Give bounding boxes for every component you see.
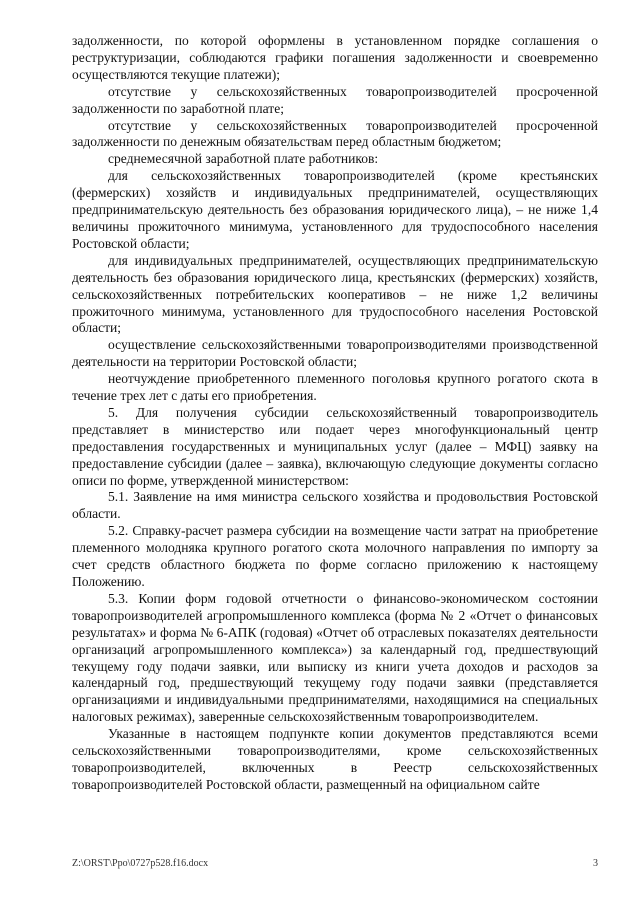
paragraph-5: для сельскохозяйственных товаропроизводителей (кроме крестьянских (фермерских) хозяйств и индивидуальных предпринимателей, осуществляющих предпринимательскую деятельность без образования юридического лица), – не ниже 1,4 величины прожиточного минимума, установленного для трудоспособного населения Ростовской области; <box>72 168 598 251</box>
paragraph-4: среднемесячной заработной плате работников: <box>108 151 379 167</box>
paragraph-3: отсутствие у сельскохозяйственных товаропроизводителей просроченной задолженности по денежным обязательствам перед областным бюджетом; <box>72 117 598 150</box>
paragraph-6: для индивидуальных предпринимателей, осуществляющих предпринимательскую деятельность без образования юридического лица, крестьянских (фермерских) хозяйств, сельскохозяйственных потребительских кооперативов – не ниже 1,2 величины прожиточного минимума, установленного для трудоспособного населения Ростовской области; <box>72 252 598 336</box>
paragraph-9: 5. Для получения субсидии сельскохозяйственный товаропроизводитель представляет в министерство или подает через многофункциональный центр предоставления государственных и муниципальных услуг (далее – МФЦ) заявку на предоставление субсидии (далее – заявка), включающую следующие документы согласно описи по форме, утвержденной министерством: <box>72 404 598 488</box>
paragraph-11: 5.2. Справку-расчет размера субсидии на возмещение части затрат на приобретение племенного молодняка крупного рогатого скота молочного направления по импорту за счет средств областного бюджета по форме согласно приложению к настоящему Положению. <box>72 523 598 589</box>
paragraph-8: неотчуждение приобретенного племенного поголовья крупного рогатого скота в течение трех лет с даты его приобретения. <box>72 371 598 404</box>
file-path: Z:\ORST\Ppo\0727p528.f16.docx <box>72 858 209 869</box>
page-number: 3 <box>593 858 598 869</box>
paragraph-10: 5.1. Заявление на имя министра сельского хозяйства и продовольствия Ростовской области. <box>72 489 598 522</box>
paragraph-13: Указанные в настоящем подпункте копии документов представляются всеми сельскохозяйственными товаропроизводителями, кроме сельскохозяйственных товаропроизводителей, включенных в Реестр сельскохозяйственных товаропроизводителей Ростовской области, размещенный на официальном сайте <box>72 726 598 792</box>
paragraph-2: отсутствие у сельскохозяйственных товаропроизводителей просроченной задолженности по заработной плате; <box>72 83 598 116</box>
paragraph-12: 5.3. Копии форм годовой отчетности о финансово-экономическом состоянии товаропроизводителей агропромышленного комплекса (форма № 2 «Отчет о финансовых результатах» и форма № 6-АПК (годовая) «Отчет об отраслевых показателях деятельности организаций агропромышленного комплекса») за календарный год, предшествующий текущему году подачи заявки, или выписку из книги учета доходов и расходов за календарный год, предшествующий текущему году подачи заявки (представляется организациями и индивидуальными предпринимателями, находящимися на специальных налоговых режимах), заверенные сельскохозяйственным товаропроизводителем. <box>72 590 598 725</box>
paragraph-1: задолженности, по которой оформлены в установленном порядке соглашения о реструктуризации, соблюдаются графики погашения задолженности и своевременно осуществляются текущие платежи); <box>72 33 598 82</box>
document-body <box>72 33 598 794</box>
paragraph-7: осуществление сельскохозяйственными товаропроизводителями производственной деятельности на территории Ростовской области; <box>72 337 598 370</box>
